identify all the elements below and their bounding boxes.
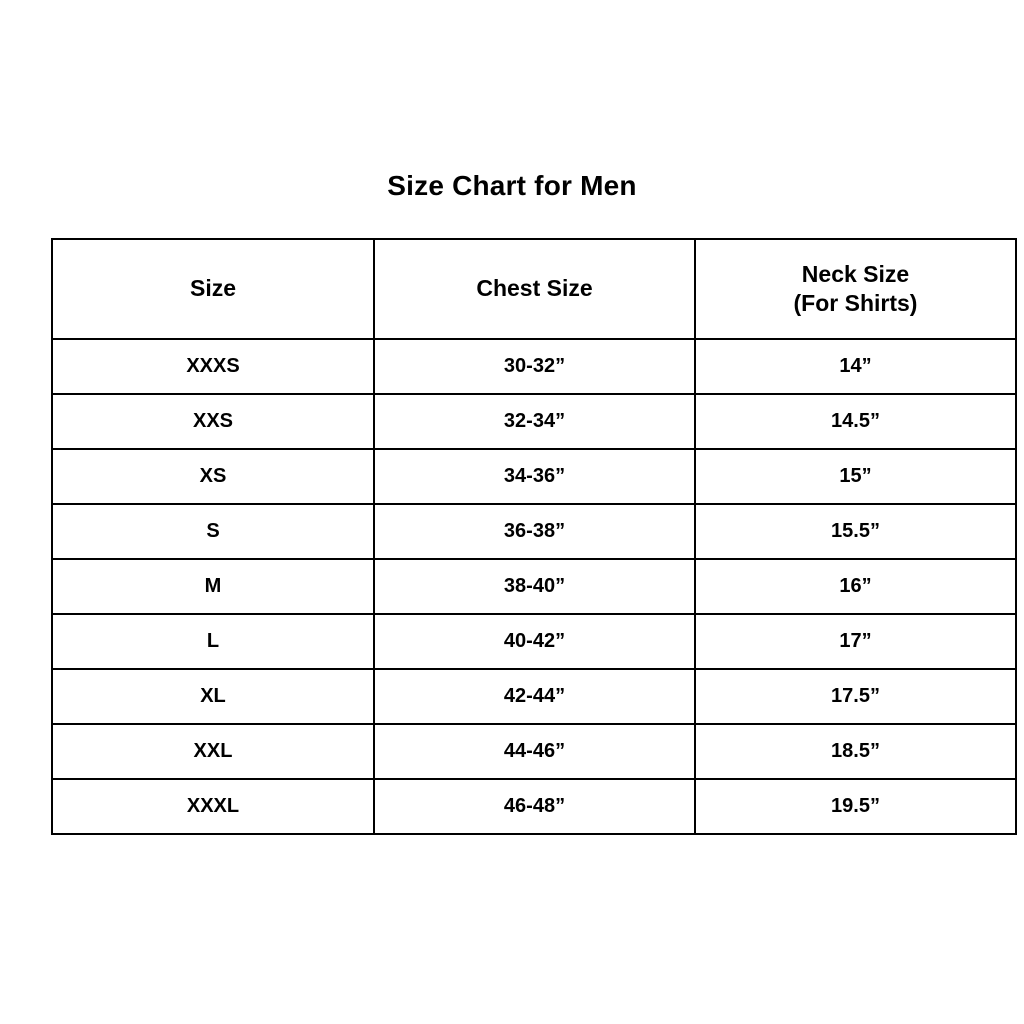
table-header xyxy=(52,239,1016,339)
cell-chest: 46-48” xyxy=(374,779,695,834)
cell-neck: 19.5” xyxy=(695,779,1016,834)
cell-size: XXXL xyxy=(52,779,374,834)
cell-neck: 15” xyxy=(695,449,1016,504)
table-row xyxy=(52,559,1016,614)
size-chart-table-container xyxy=(51,238,973,835)
cell-neck: 17.5” xyxy=(695,669,1016,724)
column-header-size: Size xyxy=(52,239,374,339)
cell-chest: 38-40” xyxy=(374,559,695,614)
column-header-chest-size: Chest Size xyxy=(374,239,695,339)
cell-chest: 44-46” xyxy=(374,724,695,779)
cell-chest: 34-36” xyxy=(374,449,695,504)
table-header-row xyxy=(52,239,1016,339)
cell-chest: 42-44” xyxy=(374,669,695,724)
cell-size: XS xyxy=(52,449,374,504)
table-body xyxy=(52,339,1016,834)
size-chart-table xyxy=(51,238,1017,835)
cell-neck: 14” xyxy=(695,339,1016,394)
cell-size: XL xyxy=(52,669,374,724)
cell-size: M xyxy=(52,559,374,614)
cell-size: XXXS xyxy=(52,339,374,394)
column-header-neck-size xyxy=(695,239,1016,339)
cell-neck: 17” xyxy=(695,614,1016,669)
cell-neck: 14.5” xyxy=(695,394,1016,449)
page-title: Size Chart for Men xyxy=(387,170,637,201)
cell-neck: 18.5” xyxy=(695,724,1016,779)
table-row xyxy=(52,669,1016,724)
table-row xyxy=(52,614,1016,669)
cell-neck: 16” xyxy=(695,559,1016,614)
cell-chest: 32-34” xyxy=(374,394,695,449)
cell-size: XXS xyxy=(52,394,374,449)
column-header-neck-size-line2: (For Shirts) xyxy=(793,290,918,316)
table-row xyxy=(52,779,1016,834)
cell-chest: 40-42” xyxy=(374,614,695,669)
cell-size: XXL xyxy=(52,724,374,779)
table-row xyxy=(52,449,1016,504)
cell-chest: 36-38” xyxy=(374,504,695,559)
cell-chest: 30-32” xyxy=(374,339,695,394)
table-row xyxy=(52,504,1016,559)
table-row xyxy=(52,724,1016,779)
column-header-neck-size-line1: Neck Size xyxy=(801,260,910,287)
cell-size: L xyxy=(52,614,374,669)
table-row xyxy=(52,394,1016,449)
cell-size: S xyxy=(52,504,374,559)
cell-neck: 15.5” xyxy=(695,504,1016,559)
table-row xyxy=(52,339,1016,394)
